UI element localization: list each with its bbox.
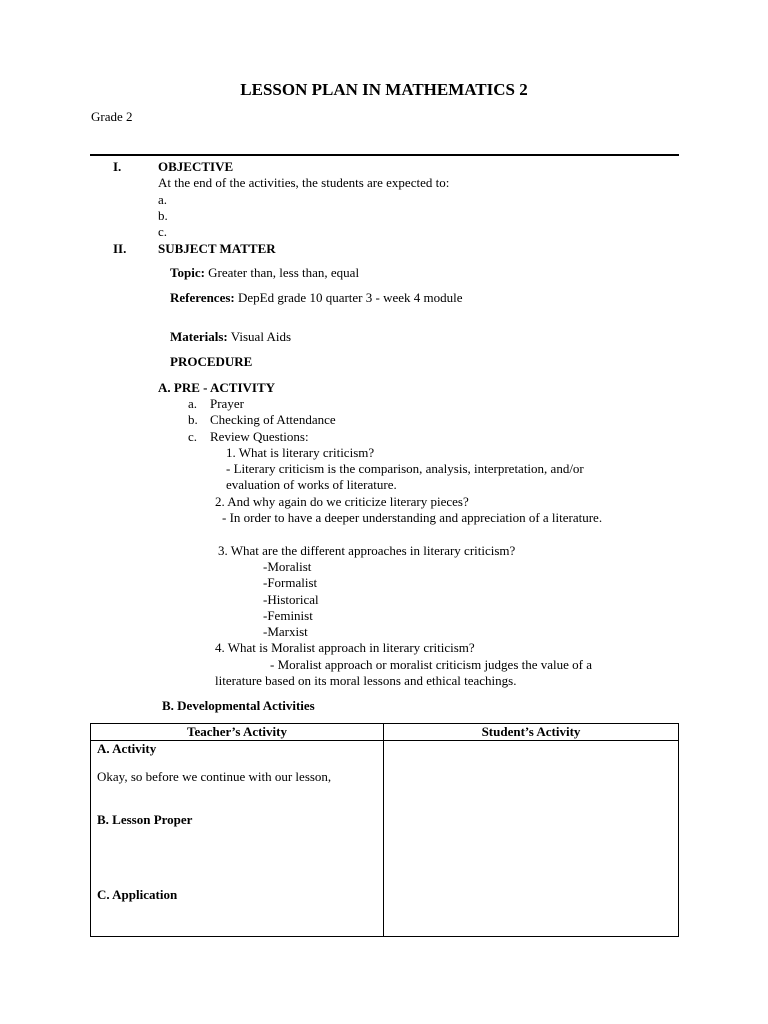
page-title: LESSON PLAN IN MATHEMATICS 2: [240, 80, 528, 99]
references-label: References:: [170, 290, 235, 305]
pre-activity-step: Checking of Attendance: [210, 412, 336, 427]
application-heading: C. Application: [97, 887, 178, 902]
approach-item: -Moralist: [263, 559, 312, 574]
references-value: DepEd grade 10 quarter 3 - week 4 module: [237, 290, 463, 305]
review-answer: - In order to have a deeper understanding and appreciation of a literature.: [222, 510, 603, 525]
grade-label: Grade 2: [91, 109, 133, 124]
subject-matter-heading: SUBJECT MATTER: [158, 241, 276, 256]
pre-activity-step-marker: a.: [188, 396, 198, 411]
review-answer: - Literary criticism is the comparison, analysis, interpretation, and/or: [226, 461, 584, 476]
approach-item: -Formalist: [263, 575, 318, 590]
subject-matter-numeral: II.: [113, 241, 127, 256]
references-line: [170, 290, 463, 306]
review-question: 2. And why again do we criticize literary pieces?: [215, 494, 469, 509]
pre-activity-step: Review Questions:: [210, 429, 309, 444]
objective-numeral: I.: [113, 159, 122, 174]
materials-label: Materials:: [170, 329, 228, 344]
developmental-heading: B. Developmental Activities: [162, 698, 315, 713]
review-question: 4. What is Moralist approach in literary criticism?: [215, 640, 475, 655]
approach-item: -Marxist: [263, 624, 308, 639]
pre-activity-heading: A. PRE - ACTIVITY: [158, 380, 276, 395]
pre-activity-step: Prayer: [210, 396, 244, 411]
pre-activity-step-marker: b.: [188, 412, 198, 427]
activity-text: Okay, so before we continue with our lesson,: [97, 769, 332, 784]
materials-value: Visual Aids: [230, 329, 292, 344]
objective-item: b.: [158, 208, 168, 223]
materials-line: [170, 329, 291, 345]
review-answer: evaluation of works of literature.: [226, 477, 397, 492]
horizontal-rule: [90, 154, 679, 156]
activity-heading: A. Activity: [97, 741, 157, 756]
topic-value: Greater than, less than, equal: [208, 265, 360, 280]
approach-item: -Feminist: [263, 608, 313, 623]
objective-item: a.: [158, 192, 168, 207]
review-answer: literature based on its moral lessons and ethical teachings.: [215, 673, 517, 688]
table-row: [91, 741, 679, 937]
topic-label: Topic:: [170, 265, 205, 280]
review-question: 3. What are the different approaches in literary criticism?: [218, 543, 516, 558]
approach-item: -Historical: [263, 592, 319, 607]
objective-item: c.: [158, 224, 168, 239]
teacher-activity-cell: [91, 741, 384, 937]
pre-activity-step-marker: c.: [188, 429, 198, 444]
developmental-activities-table: [90, 723, 679, 937]
review-answer: - Moralist approach or moralist criticism judges the value of a: [270, 657, 593, 672]
student-activity-header: Student’s Activity: [384, 724, 679, 741]
objective-heading: OBJECTIVE: [158, 159, 234, 174]
objective-intro: At the end of the activities, the students are expected to:: [158, 175, 450, 190]
teacher-activity-header: Teacher’s Activity: [91, 724, 384, 741]
student-activity-cell: [384, 741, 679, 937]
topic-line: [170, 265, 359, 281]
review-question: 1. What is literary criticism?: [226, 445, 375, 460]
table-header-row: [91, 724, 679, 741]
procedure-heading: PROCEDURE: [170, 354, 253, 369]
lesson-proper-heading: B. Lesson Proper: [97, 812, 193, 827]
